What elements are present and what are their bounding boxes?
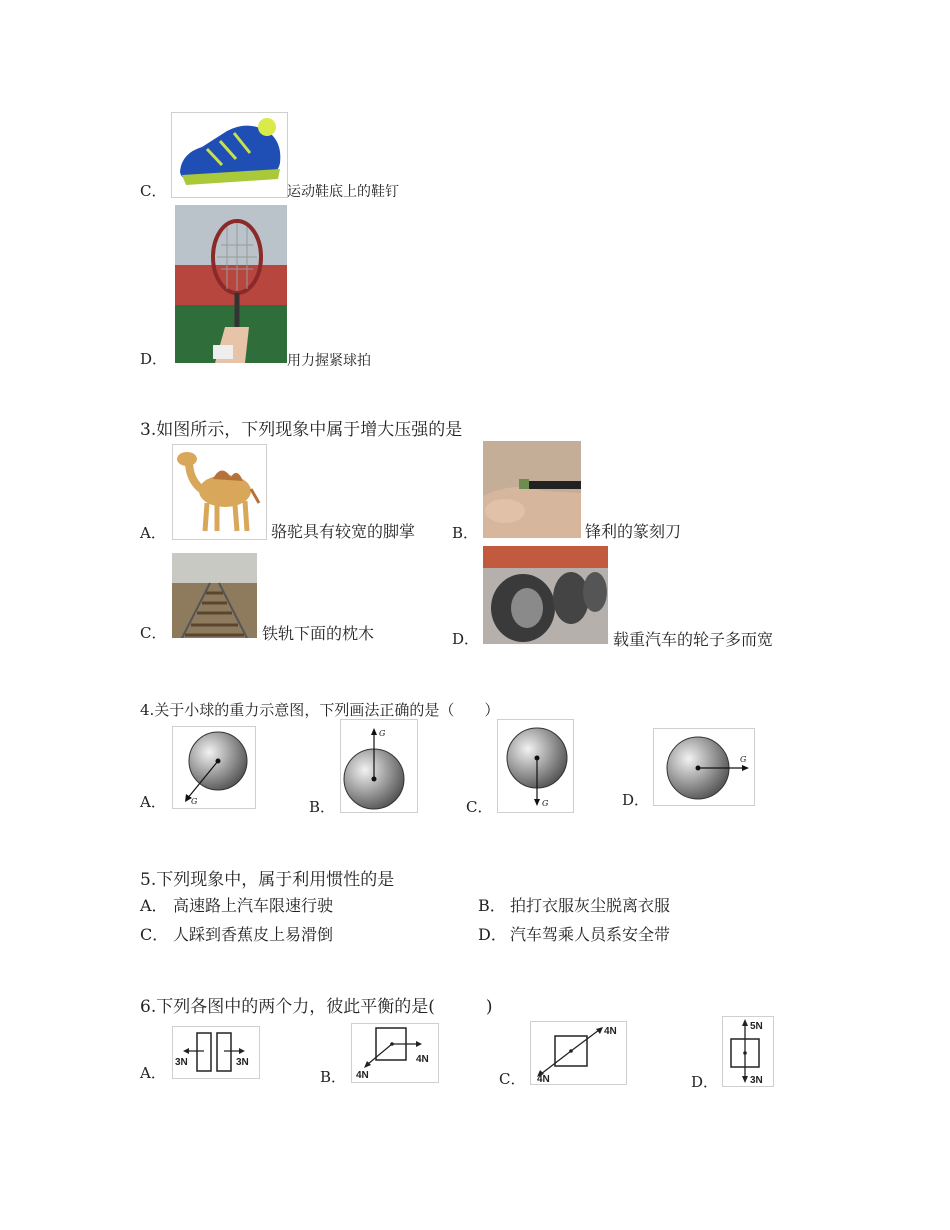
railway-track-image — [172, 553, 257, 638]
force-diagram-d — [722, 1016, 774, 1087]
option-letter: B． — [309, 798, 336, 816]
option-letter: B． — [478, 896, 506, 915]
force-diagram-a — [172, 1026, 260, 1079]
option-letter: C． — [140, 925, 169, 944]
camel-image — [172, 444, 267, 540]
option-letter: A． — [140, 524, 166, 542]
gravity-diagram-d — [653, 728, 755, 806]
force-2-label: 4N — [416, 1054, 429, 1065]
option-text: 汽车驾乘人员系安全带 — [510, 925, 671, 944]
option-letter: B． — [320, 1068, 347, 1086]
force-1-label: 3N — [175, 1057, 188, 1068]
gravity-diagram-b — [340, 719, 418, 813]
option-letter: D． — [478, 925, 507, 944]
truck-wheels-image — [483, 546, 608, 644]
question-6-title: 6.下列各图中的两个力，彼此平衡的是( ) — [140, 997, 493, 1017]
option-letter: C． — [140, 624, 167, 642]
option-letter: C． — [466, 798, 493, 816]
force-label: G — [379, 729, 386, 738]
option-letter: A． — [140, 1064, 166, 1082]
option-text: 用力握紧球拍 — [287, 353, 371, 369]
option-letter: C． — [140, 182, 167, 200]
force-1-label: 4N — [356, 1070, 369, 1081]
force-1-label: 4N — [537, 1074, 550, 1084]
tennis-racket-image — [175, 205, 287, 363]
force-1-label: 5N — [750, 1021, 763, 1032]
option-letter: A． — [140, 896, 168, 915]
force-2-label: 3N — [236, 1057, 249, 1068]
option-letter: A． — [140, 793, 166, 811]
running-shoe-image — [171, 112, 288, 198]
option-text: 运动鞋底上的鞋钉 — [287, 184, 399, 200]
force-label: G — [191, 797, 198, 806]
option-text: 人踩到香蕉皮上易滑倒 — [173, 925, 334, 944]
option-text: 高速路上汽车限速行驶 — [173, 896, 334, 915]
gravity-diagram-c — [497, 719, 574, 813]
question-5-title: 5.下列现象中，属于利用惯性的是 — [140, 870, 395, 890]
question-4-title: 4.关于小球的重力示意图，下列画法正确的是（ ） — [140, 701, 500, 719]
option-text: 骆驼具有较宽的脚掌 — [271, 522, 416, 541]
carving-knife-image — [483, 441, 581, 538]
option-letter: D． — [622, 791, 650, 809]
question-3-title: 3.如图所示，下列现象中属于增大压强的是 — [140, 420, 463, 440]
force-label: G — [542, 799, 549, 808]
option-letter: D． — [691, 1073, 719, 1091]
option-letter: C． — [499, 1070, 526, 1088]
force-diagram-c — [530, 1021, 627, 1085]
force-diagram-b — [351, 1023, 439, 1083]
force-label: G — [740, 755, 747, 764]
option-text: 拍打衣服灰尘脱离衣服 — [510, 896, 671, 915]
option-letter: B． — [452, 524, 479, 542]
option-text: 铁轨下面的枕木 — [262, 624, 375, 643]
option-text: 锋利的篆刻刀 — [585, 522, 682, 541]
force-2-label: 4N — [604, 1026, 617, 1037]
gravity-diagram-a — [172, 726, 256, 809]
option-letter: D． — [140, 350, 168, 368]
option-text: 载重汽车的轮子多而宽 — [613, 630, 774, 649]
option-letter: D． — [452, 630, 480, 648]
force-2-label: 3N — [750, 1075, 763, 1086]
